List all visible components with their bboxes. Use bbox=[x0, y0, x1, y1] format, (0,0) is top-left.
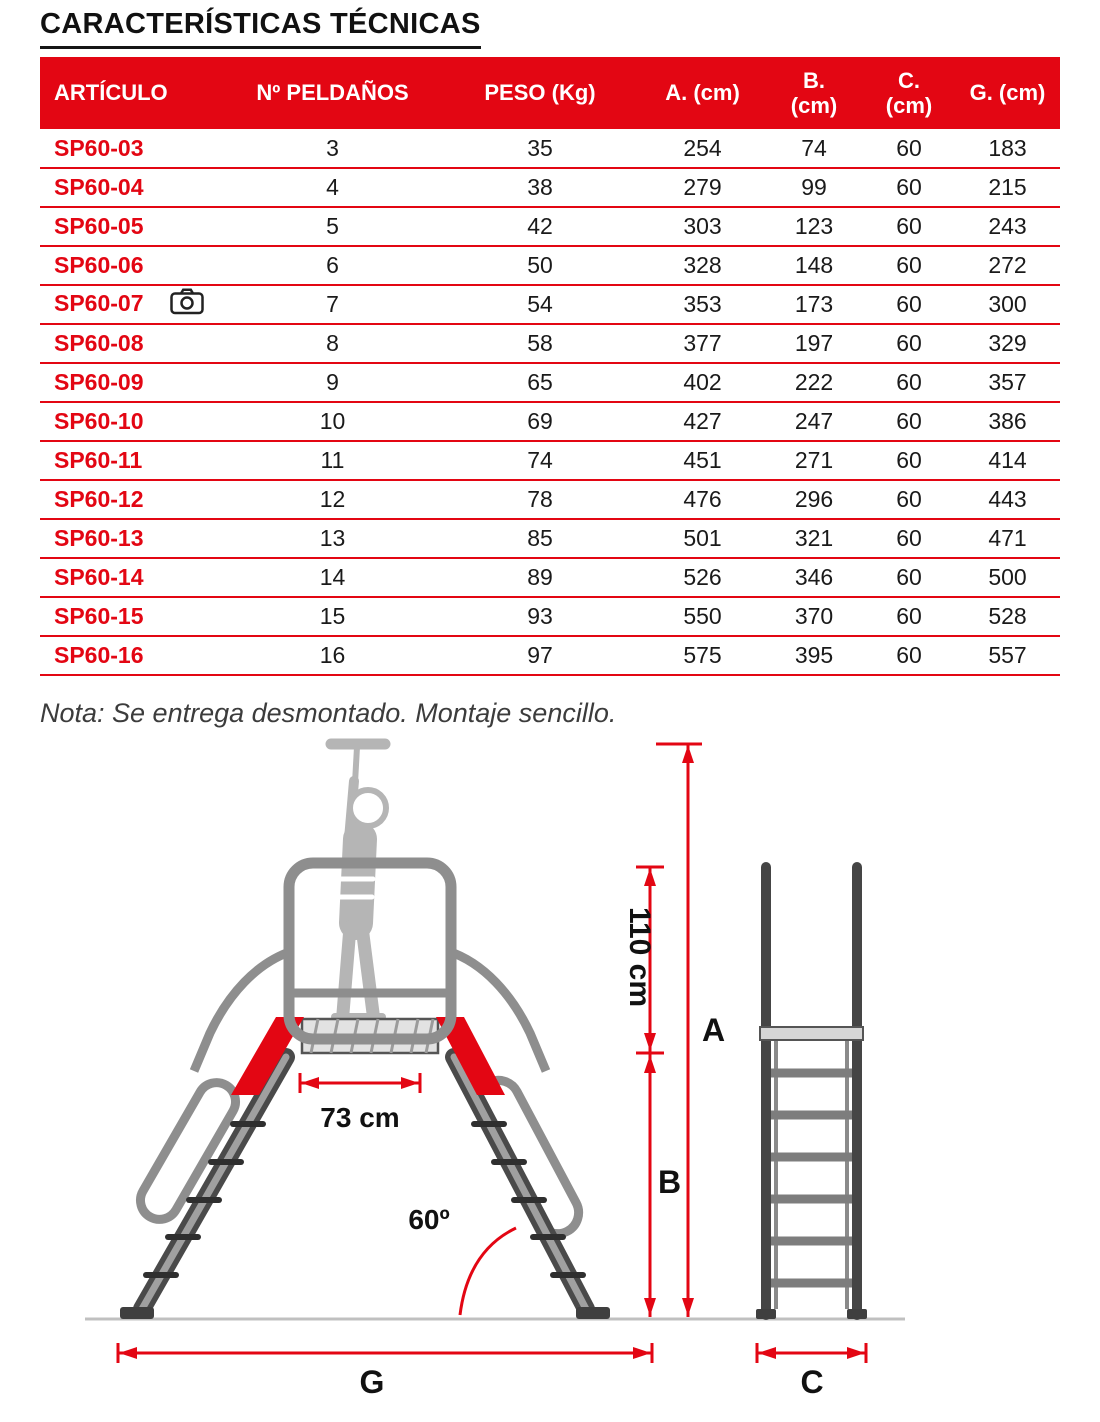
articulo-code: SP60-12 bbox=[54, 486, 144, 512]
cell-a: 353 bbox=[640, 285, 765, 324]
person-head bbox=[350, 790, 386, 826]
col-header-c-label: C. (cm) bbox=[885, 67, 933, 118]
camera-icon bbox=[170, 288, 204, 321]
cell-g: 500 bbox=[955, 558, 1060, 597]
cell-articulo bbox=[40, 480, 225, 519]
cell-g: 357 bbox=[955, 363, 1060, 402]
diagram-section bbox=[0, 731, 1100, 1399]
articulo-code: SP60-16 bbox=[54, 642, 144, 668]
cell-b: 346 bbox=[765, 558, 863, 597]
cell-g: 272 bbox=[955, 246, 1060, 285]
label-dim-b: B bbox=[658, 1164, 682, 1200]
cell-c: 60 bbox=[863, 402, 955, 441]
cell-peldanos: 12 bbox=[225, 480, 440, 519]
cell-articulo bbox=[40, 597, 225, 636]
header-row bbox=[40, 57, 1060, 129]
table-row bbox=[40, 285, 1060, 324]
col-header-peldanos-label: Nº PELDAÑOS bbox=[256, 80, 409, 106]
col-header-peso-label: PESO (Kg) bbox=[484, 80, 596, 106]
cell-g: 329 bbox=[955, 324, 1060, 363]
col-header-articulo bbox=[40, 57, 225, 129]
cell-peso: 89 bbox=[440, 558, 640, 597]
cell-g: 443 bbox=[955, 480, 1060, 519]
col-header-articulo-label: ARTÍCULO bbox=[54, 80, 168, 106]
cell-b: 271 bbox=[765, 441, 863, 480]
cell-peso: 58 bbox=[440, 324, 640, 363]
cell-articulo bbox=[40, 441, 225, 480]
table-row bbox=[40, 363, 1060, 402]
spec-table bbox=[40, 57, 1060, 676]
front-view-platform-edge bbox=[760, 1027, 863, 1040]
cell-articulo bbox=[40, 129, 225, 168]
cell-peso: 69 bbox=[440, 402, 640, 441]
cell-g: 528 bbox=[955, 597, 1060, 636]
cell-peldanos: 4 bbox=[225, 168, 440, 207]
cell-peso: 74 bbox=[440, 441, 640, 480]
articulo-code: SP60-15 bbox=[54, 603, 144, 629]
cell-peso: 50 bbox=[440, 246, 640, 285]
cell-b: 173 bbox=[765, 285, 863, 324]
ladder-front-view bbox=[756, 867, 867, 1319]
cell-peso: 35 bbox=[440, 129, 640, 168]
dimension-lines bbox=[118, 744, 866, 1363]
cell-b: 74 bbox=[765, 129, 863, 168]
cell-b: 123 bbox=[765, 207, 863, 246]
label-dim-g: G bbox=[359, 1364, 385, 1399]
cell-peso: 42 bbox=[440, 207, 640, 246]
person-figure bbox=[331, 744, 386, 1017]
articulo-code: SP60-07 bbox=[54, 290, 144, 316]
cell-peldanos: 15 bbox=[225, 597, 440, 636]
page-title: CARACTERÍSTICAS TÉCNICAS bbox=[40, 8, 481, 49]
cell-articulo bbox=[40, 207, 225, 246]
cell-articulo bbox=[40, 285, 225, 324]
cell-b: 370 bbox=[765, 597, 863, 636]
col-header-b-label: B. (cm) bbox=[790, 67, 838, 118]
left-foot bbox=[120, 1307, 154, 1319]
table-row bbox=[40, 246, 1060, 285]
cell-g: 300 bbox=[955, 285, 1060, 324]
col-header-a bbox=[640, 57, 765, 129]
cell-a: 476 bbox=[640, 480, 765, 519]
cell-c: 60 bbox=[863, 246, 955, 285]
articulo-code: SP60-13 bbox=[54, 525, 144, 551]
col-header-g-label: G. (cm) bbox=[969, 80, 1046, 106]
articulo-code: SP60-03 bbox=[54, 134, 144, 161]
col-header-peldanos bbox=[225, 57, 440, 129]
cell-a: 279 bbox=[640, 168, 765, 207]
cell-peso: 97 bbox=[440, 636, 640, 675]
cell-peldanos: 10 bbox=[225, 402, 440, 441]
label-73cm: 73 cm bbox=[320, 1102, 400, 1133]
note-text: Nota: Se entrega desmontado. Montaje sencillo. bbox=[40, 698, 617, 728]
col-header-c bbox=[863, 57, 955, 129]
articulo-code: SP60-11 bbox=[54, 447, 143, 473]
cell-c: 60 bbox=[863, 168, 955, 207]
cell-a: 501 bbox=[640, 519, 765, 558]
cell-peldanos: 16 bbox=[225, 636, 440, 675]
cell-a: 451 bbox=[640, 441, 765, 480]
technical-diagram-svg bbox=[0, 731, 1100, 1399]
cell-articulo bbox=[40, 558, 225, 597]
cell-a: 526 bbox=[640, 558, 765, 597]
spec-table-header bbox=[40, 57, 1060, 129]
cell-peso: 85 bbox=[440, 519, 640, 558]
table-row bbox=[40, 324, 1060, 363]
cell-a: 550 bbox=[640, 597, 765, 636]
cell-peso: 78 bbox=[440, 480, 640, 519]
articulo-code: SP60-10 bbox=[54, 408, 144, 434]
table-row bbox=[40, 402, 1060, 441]
label-dim-c: C bbox=[800, 1364, 824, 1399]
cell-g: 386 bbox=[955, 402, 1060, 441]
cell-a: 377 bbox=[640, 324, 765, 363]
cell-b: 395 bbox=[765, 636, 863, 675]
cell-articulo bbox=[40, 636, 225, 675]
label-60deg: 60º bbox=[408, 1204, 450, 1235]
cell-a: 254 bbox=[640, 129, 765, 168]
cell-a: 427 bbox=[640, 402, 765, 441]
table-row bbox=[40, 597, 1060, 636]
col-header-a-label: A. (cm) bbox=[665, 80, 740, 106]
cell-g: 243 bbox=[955, 207, 1060, 246]
cell-articulo bbox=[40, 363, 225, 402]
cell-peso: 65 bbox=[440, 363, 640, 402]
front-view-rungs bbox=[771, 1073, 852, 1283]
angle-arc bbox=[460, 1228, 516, 1315]
cell-b: 321 bbox=[765, 519, 863, 558]
cell-peldanos: 7 bbox=[225, 285, 440, 324]
label-dim-a: A bbox=[702, 1012, 726, 1048]
cell-b: 148 bbox=[765, 246, 863, 285]
cell-b: 296 bbox=[765, 480, 863, 519]
dimension-labels bbox=[320, 907, 823, 1399]
cell-peldanos: 3 bbox=[225, 129, 440, 168]
articulo-code: SP60-14 bbox=[54, 564, 144, 590]
cell-b: 197 bbox=[765, 324, 863, 363]
cell-peldanos: 11 bbox=[225, 441, 440, 480]
cell-c: 60 bbox=[863, 441, 955, 480]
articulo-code: SP60-05 bbox=[54, 213, 144, 239]
cell-peldanos: 13 bbox=[225, 519, 440, 558]
cell-c: 60 bbox=[863, 480, 955, 519]
spec-table-body bbox=[40, 129, 1060, 675]
cell-a: 575 bbox=[640, 636, 765, 675]
table-row bbox=[40, 480, 1060, 519]
cell-g: 471 bbox=[955, 519, 1060, 558]
cell-c: 60 bbox=[863, 597, 955, 636]
right-foot bbox=[576, 1307, 610, 1319]
label-110cm: 110 cm bbox=[623, 906, 656, 1008]
cell-peldanos: 5 bbox=[225, 207, 440, 246]
cell-peldanos: 6 bbox=[225, 246, 440, 285]
table-row bbox=[40, 519, 1060, 558]
cell-c: 60 bbox=[863, 129, 955, 168]
articulo-code: SP60-04 bbox=[54, 174, 144, 200]
table-row bbox=[40, 558, 1060, 597]
table-row bbox=[40, 441, 1060, 480]
articulo-code: SP60-08 bbox=[54, 330, 144, 356]
cell-peldanos: 14 bbox=[225, 558, 440, 597]
cell-c: 60 bbox=[863, 636, 955, 675]
cell-peso: 38 bbox=[440, 168, 640, 207]
dimension-arrows bbox=[119, 745, 865, 1359]
table-row bbox=[40, 129, 1060, 168]
cell-articulo bbox=[40, 519, 225, 558]
table-row bbox=[40, 168, 1060, 207]
cell-peso: 93 bbox=[440, 597, 640, 636]
cell-g: 414 bbox=[955, 441, 1060, 480]
cell-c: 60 bbox=[863, 363, 955, 402]
cell-a: 303 bbox=[640, 207, 765, 246]
cell-articulo bbox=[40, 246, 225, 285]
table-row bbox=[40, 207, 1060, 246]
cell-b: 222 bbox=[765, 363, 863, 402]
cell-g: 215 bbox=[955, 168, 1060, 207]
articulo-code: SP60-09 bbox=[54, 369, 144, 395]
cell-c: 60 bbox=[863, 207, 955, 246]
table-row bbox=[40, 636, 1060, 675]
articulo-code: SP60-06 bbox=[54, 252, 144, 278]
col-header-g bbox=[955, 57, 1060, 129]
cell-articulo bbox=[40, 168, 225, 207]
cell-g: 557 bbox=[955, 636, 1060, 675]
cell-a: 328 bbox=[640, 246, 765, 285]
cell-c: 60 bbox=[863, 324, 955, 363]
cell-b: 99 bbox=[765, 168, 863, 207]
cell-articulo bbox=[40, 402, 225, 441]
cell-c: 60 bbox=[863, 558, 955, 597]
cell-peldanos: 8 bbox=[225, 324, 440, 363]
cell-b: 247 bbox=[765, 402, 863, 441]
cell-peso: 54 bbox=[440, 285, 640, 324]
col-header-peso bbox=[440, 57, 640, 129]
cell-c: 60 bbox=[863, 285, 955, 324]
cell-articulo bbox=[40, 324, 225, 363]
col-header-b bbox=[765, 57, 863, 129]
cell-g: 183 bbox=[955, 129, 1060, 168]
cell-c: 60 bbox=[863, 519, 955, 558]
cell-a: 402 bbox=[640, 363, 765, 402]
cell-peldanos: 9 bbox=[225, 363, 440, 402]
